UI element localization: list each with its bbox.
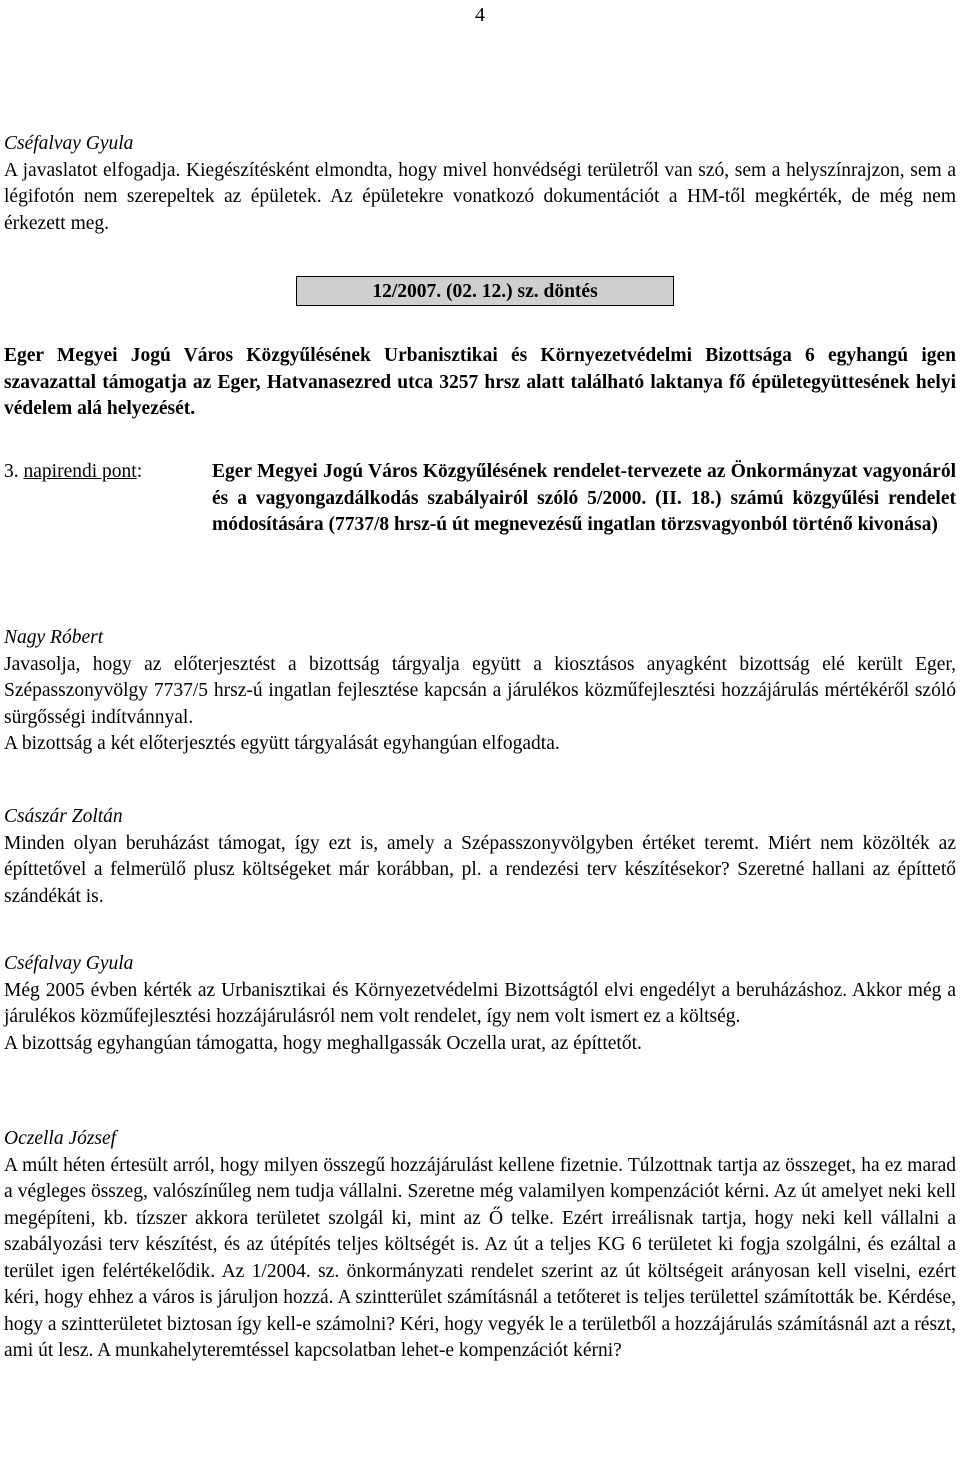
- speaker-name: Oczella József: [4, 1128, 117, 1149]
- page-number: 4: [475, 4, 485, 26]
- agenda-colon: :: [136, 461, 143, 482]
- agenda-item: [4, 459, 956, 539]
- speaker-name: Nagy Róbert: [4, 627, 104, 648]
- paragraph: Minden olyan beruházást támogat, így ezt is, amely a Szépasszonyvölgyben értéket teremt. Miért nem közölték az építtetővel a felmerülő plusz költségeket már korábban, pl. a rendezési terv készítésekor? Szeretné hallani az építtető szándékát is.: [4, 832, 956, 907]
- decision-text: [4, 343, 956, 423]
- paragraph: A bizottság egyhangúan támogatta, hogy meghallgassák Oczella urat, az építtetőt.: [4, 1032, 642, 1054]
- paragraph: Még 2005 évben kérték az Urbanisztikai és Környezetvédelmi Bizottságtól elvi engedélyt a beruházáshoz. Akkor még a járulékos közműfejlesztési hozzájárulásról nem volt rendelet, így nem volt ismert ez a költség.: [4, 979, 956, 1027]
- section-csefalvay-1: [4, 131, 956, 237]
- agenda-label: napirendi pont: [23, 461, 137, 482]
- agenda-prefix: [4, 459, 142, 486]
- paragraph: Eger Megyei Jogú Város Közgyűlésének Urbanisztikai és Környezetvédelmi Bizottsága 6 egyhangú igen szavazattal támogatja az Eger, Hatvanasezred utca 3257 hrsz alatt található laktanya fő épületegyüttesének helyi védelem alá helyezését.: [4, 345, 956, 419]
- agenda-number: 3.: [4, 461, 19, 482]
- section-oczella: [4, 1126, 956, 1365]
- speaker-name: Cséfalvay Gyula: [4, 133, 134, 154]
- section-nagy: [4, 625, 956, 758]
- decision-label: 12/2007. (02. 12.) sz. döntés: [296, 276, 674, 306]
- paragraph: A bizottság a két előterjesztés együtt tárgyalását egyhangúan elfogadta.: [4, 733, 560, 754]
- paragraph: Javasolja, hogy az előterjesztést a bizottság tárgyalja együtt a kiosztásos anyagként bizottság elé került Eger, Szépasszonyvölgy 7737/5 hrsz-ú ingatlan fejlesztése kapcsán a járulékos közműfejlesztési hozzájárulás mértékéről szóló sürgősségi indítvánnyal.: [4, 653, 956, 728]
- section-csaszar: [4, 804, 956, 910]
- paragraph: A múlt héten értesült arról, hogy milyen összegű hozzájárulást kellene fizetnie. Túlzottnak tartja az összeget, ha ez marad a végleges összeg, valószínűleg nem tudja vállalni. Szeretne még valamilyen kompenzációt kérni. Az út amelyet neki kell megépíteni, kb. tízszer akkora területet szolgál ki, mint az Ő telke. Ezért irreálisnak tartja, hogy neki kell vállalni a szabályozási terv készítést, és az útépítés teljes költségét is. Az út a teljes KG 6 területet ki fogja szolgálni, és ezáltal a terület igen felértékelődik. Az 1/2004. sz. önkormányzati rendelet szerint az út költségeit arányosan kell viselni, ezért kéri, hogy ehhez a város is járuljon hozzá. A szintterület számításnál a tetőteret is teljes területtel számították be. Kérdése, hogy a szintterületet biztosan így kell-e számolni? Kéri, hogy vegyék le a területből a hozzájárulás számításnál azt a részt, ami út lesz. A munkahelyteremtéssel kapcsolatban lehet-e kompenzációt kérni?: [4, 1154, 956, 1361]
- paragraph: A javaslatot elfogadja. Kiegészítésként elmondta, hogy mivel honvédségi területről van szó, sem a helyszínrajzon, sem a légifotón nem szerepeltek az épületek. Az épületekre vonatkozó dokumentációt a HM-től megkérték, de még nem érkezett meg.: [4, 159, 956, 234]
- section-csefalvay-2: [4, 951, 956, 1057]
- agenda-text: Eger Megyei Jogú Város Közgyűlésének rendelet-tervezete az Önkormányzat vagyonáról és a vagyongazdálkodás szabályairól szóló 5/2000. (II. 18.) számú közgyűlési rendelet módosítására (7737/8 hrsz-ú út megnevezésű ingatlan törzsvagyonból történő kivonása): [212, 461, 956, 535]
- speaker-name: Császár Zoltán: [4, 806, 123, 827]
- speaker-name: Cséfalvay Gyula: [4, 953, 134, 974]
